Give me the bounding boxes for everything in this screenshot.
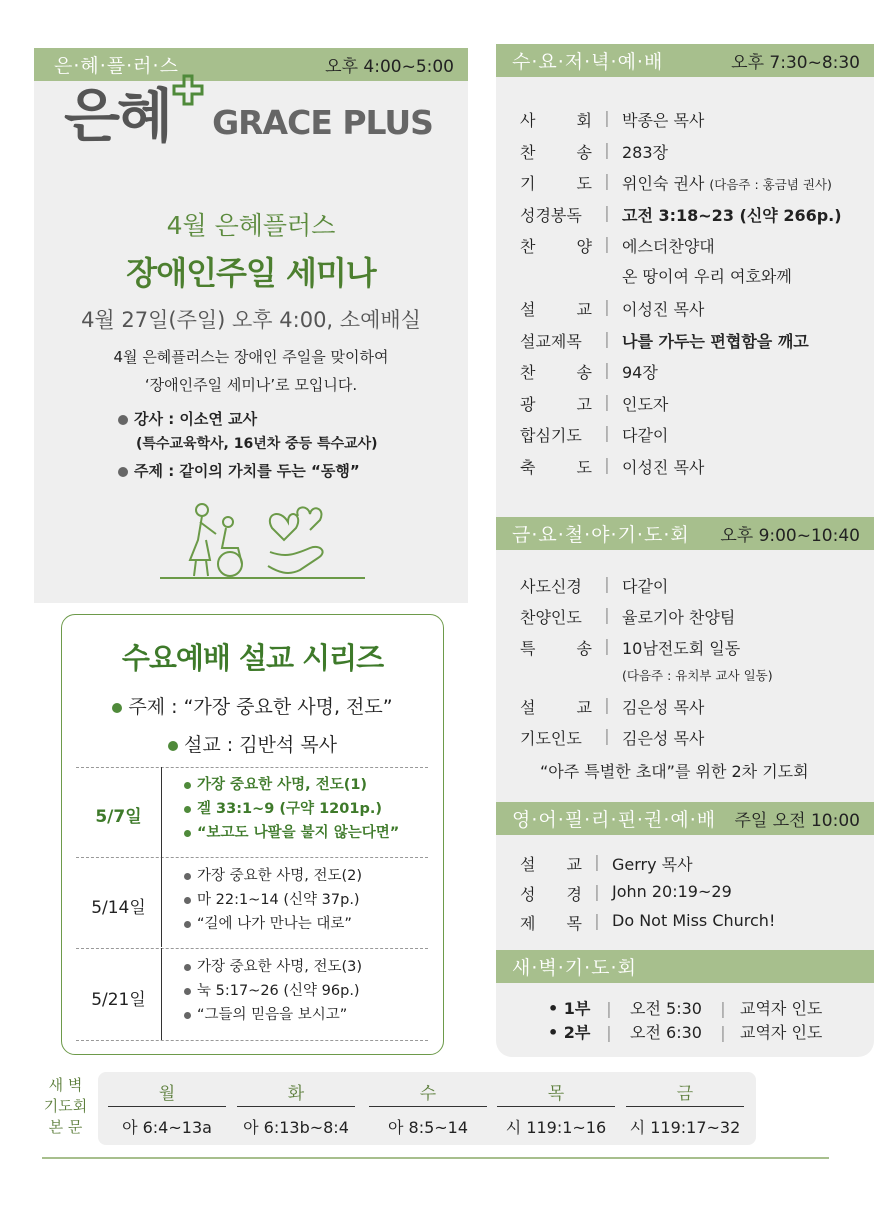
row-value xyxy=(622,203,842,226)
caregiver-wheelchair-icon xyxy=(160,500,370,582)
row-divider xyxy=(161,857,162,947)
row-label xyxy=(520,574,592,597)
grace-event-when: 4월 27일(주일) 오후 4:00, 소예배실 xyxy=(81,308,421,332)
row-value xyxy=(612,852,693,875)
row-label-part: 설 xyxy=(520,698,536,717)
row-note: (다음주 : 유치부 교사 일동) xyxy=(622,668,773,683)
row-label xyxy=(520,203,592,226)
sermon-series-preacher-text: 설교 : 김반석 목사 xyxy=(184,734,337,756)
dawn-part: 1부 xyxy=(563,999,591,1018)
weekday-underline xyxy=(497,1106,615,1107)
english-header xyxy=(496,802,874,835)
row-separator: | xyxy=(604,234,610,253)
row-label-part: 설 xyxy=(520,855,536,874)
row-label xyxy=(520,636,592,659)
weekday-label: 목 xyxy=(547,1084,565,1104)
service-row xyxy=(520,695,704,718)
row-divider xyxy=(161,767,162,857)
row-divider xyxy=(161,948,162,1040)
dawn-header-title: 새·벽·기·도·회 xyxy=(512,957,637,979)
service-row xyxy=(520,455,704,478)
row-label-part: 고 xyxy=(576,394,592,414)
row-label-part: 송 xyxy=(576,639,592,658)
row-value xyxy=(622,605,735,628)
row-value xyxy=(622,636,740,659)
dawn-time: 오전 6:30 xyxy=(630,1023,702,1042)
label-line: 새 벽 xyxy=(48,1076,83,1094)
row-value xyxy=(622,234,715,257)
weekday-underline xyxy=(369,1106,487,1107)
friday-footer: “아주 특별한 초대”를 위한 2차 기도회 xyxy=(540,762,809,781)
grace-theme xyxy=(118,460,360,481)
row-value-text: 이성진 목사 xyxy=(622,457,705,477)
row-value xyxy=(622,455,704,478)
grace-theme-text: 주제 : 같이의 가치를 두는 “동행” xyxy=(134,462,360,480)
row-value-text: 283장 xyxy=(622,142,668,162)
row-separator: | xyxy=(604,360,610,379)
sermon-series-preacher xyxy=(61,730,444,757)
row-separator: | xyxy=(604,574,610,593)
service-row xyxy=(520,203,842,226)
sermon-item: 눅 5:17~26 (신약 96p.) xyxy=(197,983,360,999)
row-value xyxy=(622,726,704,749)
row-separator: | xyxy=(604,726,610,745)
row-label xyxy=(520,360,592,383)
service-row xyxy=(520,882,732,905)
row-value-text: 고전 3:18~23 (신약 266p.) xyxy=(622,205,842,225)
english-header-title: 영·어·필·리·핀·권·예·배 xyxy=(512,809,717,831)
sermon-item: “그들의 믿음을 보시고” xyxy=(197,1007,348,1023)
bullet-icon xyxy=(184,873,191,880)
row-value-text: John 20:19~29 xyxy=(612,881,732,901)
dawn-row: • 1부 | 오전 5:30 | 교역자 인도 xyxy=(548,997,822,1021)
grace-desc-line2: ‘장애인주일 세미나’로 모입니다. xyxy=(144,376,358,394)
grace-speaker-text: 강사 : 이소연 교사 xyxy=(134,410,258,428)
row-value xyxy=(622,329,809,352)
row-label xyxy=(520,605,592,628)
row-label-part: 합심기도 xyxy=(520,426,582,445)
sermon-item: “길에 나가 만나는 대로” xyxy=(197,916,352,932)
bullet-icon xyxy=(118,467,128,477)
service-row xyxy=(520,171,832,194)
row-label-part: 회 xyxy=(576,111,592,130)
row-label xyxy=(520,726,592,749)
row-label-part: 사 xyxy=(520,111,536,130)
sermon-item: 겔 33:1~9 (구약 1201p.) xyxy=(197,801,382,817)
dawn-row: • 2부 | 오전 6:30 | 교역자 인도 xyxy=(548,1021,822,1045)
grace-plus-logo xyxy=(64,74,433,150)
row-label-part: 송 xyxy=(576,363,592,382)
row-value-text: 다같이 xyxy=(622,577,669,596)
scripture-text: 아 8:5~14 xyxy=(387,1118,469,1137)
row-label-part: 양 xyxy=(576,237,592,256)
logo-plus-icon xyxy=(172,74,206,110)
service-row xyxy=(520,423,668,446)
row-label-part: 찬 xyxy=(520,237,536,256)
row-value-text: 10남전도회 일동 xyxy=(622,639,741,658)
row-label-part: 경 xyxy=(566,884,582,904)
row-value xyxy=(622,423,668,446)
row-label xyxy=(520,297,592,320)
service-row xyxy=(520,329,809,352)
row-label xyxy=(520,882,582,905)
row-value xyxy=(622,140,668,163)
service-row xyxy=(520,392,668,415)
row-value-text: 94장 xyxy=(622,363,658,382)
wednesday-header-time: 오후 7:30~8:30 xyxy=(731,53,860,73)
sermon-series-theme xyxy=(61,692,444,719)
row-separator: | xyxy=(594,911,600,930)
row-label-part: 설 xyxy=(520,300,536,319)
bullet-icon xyxy=(184,988,191,995)
row-value xyxy=(622,360,658,383)
row-value-text: 이성진 목사 xyxy=(622,300,705,319)
row-value-text: 다같이 xyxy=(622,426,669,445)
table-row xyxy=(76,948,428,949)
friday-header-title: 금·요·철·야·기·도·회 xyxy=(512,524,690,546)
wednesday-header xyxy=(496,44,874,77)
row-separator: | xyxy=(604,636,610,655)
bullet-icon xyxy=(184,830,191,837)
row-value xyxy=(622,695,704,718)
grace-speaker xyxy=(118,408,257,429)
sermon-item: 가장 중요한 사명, 전도(1) xyxy=(197,777,368,793)
row-label-part: 도 xyxy=(576,174,592,193)
row-label-part: 찬양인도 xyxy=(520,608,582,627)
row-separator: | xyxy=(604,423,610,442)
row-label-part: 교 xyxy=(576,698,592,717)
grace-desc-line1: 4월 은혜플러스는 장애인 주일을 맞이하여 xyxy=(113,348,389,366)
dawn-part: 2부 xyxy=(563,1023,591,1042)
row-label-part: 특 xyxy=(520,639,536,658)
bullet-icon xyxy=(184,806,191,813)
sermon-series-theme-text: 주제 : “가장 중요한 사명, 전도” xyxy=(128,696,393,718)
service-row xyxy=(520,726,704,749)
wednesday-header-title: 수·요·저·녁·예·배 xyxy=(512,51,664,73)
row-label-part: 광 xyxy=(520,394,536,414)
sermon-date: 5/7일 xyxy=(95,807,142,827)
grace-plus-header-title: 은·혜·플·러·스 xyxy=(54,55,179,77)
row-separator: | xyxy=(604,605,610,624)
bullet-icon xyxy=(184,964,191,971)
bullet-icon xyxy=(118,415,128,425)
row-value-text: 위인숙 권사 xyxy=(622,174,705,193)
table-row xyxy=(76,1040,428,1041)
row-label xyxy=(520,423,592,446)
row-value xyxy=(622,392,668,415)
dawn-leader: 교역자 인도 xyxy=(740,1023,823,1042)
weekday-underline xyxy=(108,1106,226,1107)
service-row xyxy=(520,636,740,659)
scripture-text: 아 6:13b~8:4 xyxy=(243,1118,349,1137)
dawn-time: 오전 5:30 xyxy=(630,999,702,1018)
service-row xyxy=(520,234,715,257)
row-label-part: 송 xyxy=(576,142,592,162)
row-value xyxy=(622,108,704,131)
bullet-icon xyxy=(184,921,191,928)
row-label xyxy=(520,852,582,875)
weekday-underline xyxy=(626,1106,744,1107)
bottom-divider xyxy=(42,1157,829,1159)
dawn-header xyxy=(496,950,874,983)
service-row xyxy=(520,140,668,163)
row-label-part: 제 xyxy=(520,914,536,933)
row-label-part: 찬 xyxy=(520,363,536,382)
row-separator: | xyxy=(604,328,610,348)
row-value-text: 에스더찬양대 xyxy=(622,237,715,256)
row-value xyxy=(612,911,775,934)
right-service-panel xyxy=(496,44,874,1057)
service-row xyxy=(520,852,693,875)
bullet-icon xyxy=(168,741,178,751)
row-label xyxy=(520,108,592,131)
row-label xyxy=(520,234,592,257)
bullet-icon xyxy=(112,703,122,713)
row-value-text: 율로기아 찬양팀 xyxy=(622,608,736,627)
row-label xyxy=(520,695,592,718)
row-value xyxy=(622,574,668,597)
row-separator: | xyxy=(604,391,610,411)
sermon-item: 가장 중요한 사명, 전도(2) xyxy=(197,868,363,884)
row-label-part: 설교제목 xyxy=(520,331,582,351)
service-row xyxy=(520,297,704,320)
row-value xyxy=(622,297,704,320)
logo-korean: 은혜 xyxy=(64,82,171,150)
grace-event-title: 장애인주일 세미나 xyxy=(126,254,376,292)
row-separator: | xyxy=(604,454,610,474)
english-header-time: 주일 오전 10:00 xyxy=(734,811,860,831)
friday-header xyxy=(496,517,874,550)
sermon-items xyxy=(184,955,362,1027)
table-row xyxy=(76,857,428,858)
grace-speaker-note: (특수교육학사, 16년차 중등 특수교사) xyxy=(136,436,378,452)
row-value-2: 온 땅이여 우리 여호와께 xyxy=(622,266,792,286)
service-row xyxy=(520,911,775,934)
service-row xyxy=(520,605,735,628)
row-label-part: 성경봉독 xyxy=(520,205,582,225)
row-value xyxy=(612,882,732,905)
row-label-part: 축 xyxy=(520,457,536,477)
row-separator: | xyxy=(604,202,610,222)
row-value xyxy=(622,171,832,194)
row-separator: | xyxy=(604,297,610,316)
row-label-part: 성 xyxy=(520,884,536,904)
grace-event-subtitle: 4월 은혜플러스 xyxy=(166,211,336,240)
sermon-item: 가장 중요한 사명, 전도(3) xyxy=(197,959,363,975)
sermon-date: 5/21일 xyxy=(91,990,146,1010)
bullet-icon xyxy=(184,782,191,789)
row-label xyxy=(520,392,592,415)
dawn-leader: 교역자 인도 xyxy=(740,999,823,1018)
row-separator: | xyxy=(594,852,600,871)
sermon-item: 마 22:1~14 (신약 37p.) xyxy=(197,892,360,908)
row-value-text: Do Not Miss Church! xyxy=(612,911,776,930)
sermon-items xyxy=(184,773,399,845)
row-label-part: 기 xyxy=(520,174,536,193)
table-row xyxy=(76,767,428,768)
sermon-date: 5/14일 xyxy=(91,898,146,918)
row-label-part: 도 xyxy=(576,457,592,477)
scripture-text: 시 119:1~16 xyxy=(505,1118,607,1137)
label-line: 본 문 xyxy=(48,1118,83,1136)
weekday-label: 수 xyxy=(419,1084,437,1104)
dawn-text-label xyxy=(38,1075,93,1138)
row-value-text: 나를 가두는 편협함을 깨고 xyxy=(622,331,809,351)
service-row xyxy=(520,360,658,383)
bullet-icon xyxy=(184,1012,191,1019)
row-value-text: 인도자 xyxy=(622,394,669,414)
row-note: (다음주 : 홍금념 권사) xyxy=(709,177,832,192)
label-line: 기도회 xyxy=(43,1097,88,1115)
row-label-part: 찬 xyxy=(520,142,536,162)
row-label xyxy=(520,329,592,352)
weekday-underline xyxy=(237,1106,355,1107)
row-label-part: 사도신경 xyxy=(520,577,582,596)
row-separator: | xyxy=(604,108,610,127)
sermon-series-title: 수요예배 설교 시리즈 xyxy=(121,641,384,675)
bullet-icon xyxy=(184,897,191,904)
row-label xyxy=(520,140,592,163)
friday-header-time: 오후 9:00~10:40 xyxy=(720,526,860,546)
row-label xyxy=(520,455,592,478)
row-label-part: 교 xyxy=(576,300,592,319)
sermon-items xyxy=(184,864,362,936)
row-label xyxy=(520,171,592,194)
service-row xyxy=(520,108,704,131)
row-value-text: Gerry 목사 xyxy=(612,855,693,874)
scripture-text: 아 6:4~13a xyxy=(122,1118,212,1137)
row-value-text: 김은성 목사 xyxy=(622,729,705,748)
row-label-part: 기도인도 xyxy=(520,729,582,748)
weekday-label: 월 xyxy=(158,1084,176,1104)
row-value-text: 김은성 목사 xyxy=(622,698,705,717)
row-separator: | xyxy=(604,171,610,190)
row-value-text: 박종은 목사 xyxy=(622,111,705,130)
logo-english: GRACE PLUS xyxy=(212,103,433,142)
row-label-part: 목 xyxy=(566,914,582,933)
weekday-label: 금 xyxy=(676,1084,694,1104)
row-label-part: 교 xyxy=(566,855,582,874)
dawn-rows xyxy=(548,997,822,1045)
row-label xyxy=(520,911,582,934)
row-separator: | xyxy=(604,139,610,159)
row-separator: | xyxy=(594,881,600,901)
scripture-text: 시 119:17~32 xyxy=(629,1118,741,1137)
grace-plus-header-time: 오후 4:00~5:00 xyxy=(325,57,454,77)
row-separator: | xyxy=(604,695,610,714)
service-row xyxy=(520,574,668,597)
weekday-label: 화 xyxy=(287,1084,305,1104)
sermon-item: “보고도 나팔을 불지 않는다면” xyxy=(197,825,400,841)
